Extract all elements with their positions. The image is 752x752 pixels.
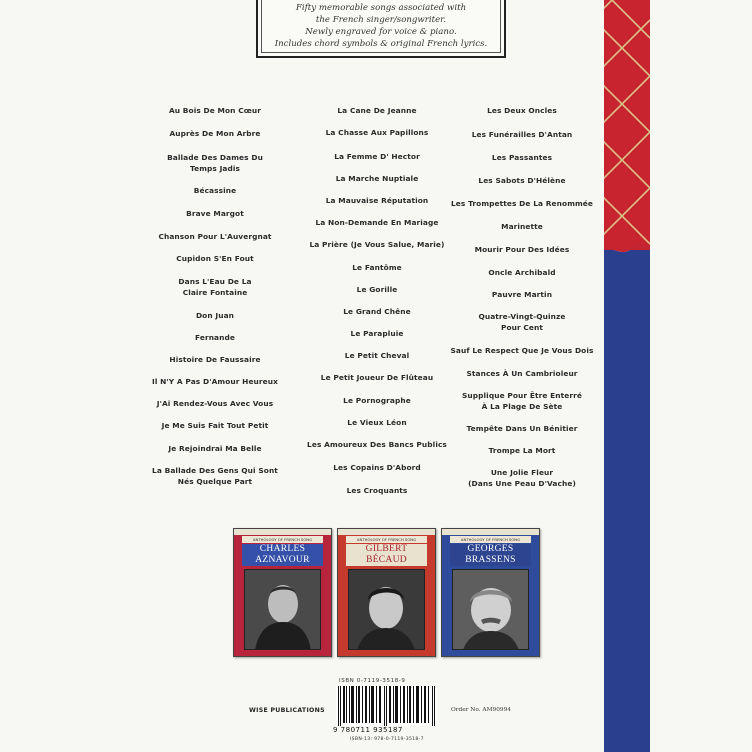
book-cover-aznavour xyxy=(233,528,332,657)
decorative-side-stripe xyxy=(604,0,650,752)
series-label: ANTHOLOGY OF FRENCH SONG xyxy=(346,536,427,543)
song-title: Cupidon S'En Fout xyxy=(176,254,254,263)
song-title: Stances À Un Cambrioleur xyxy=(466,369,578,378)
blurb-line-4: Includes chord symbols & original French lyrics. xyxy=(274,39,488,49)
song-title: La Ballade Des Gens Qui Sont xyxy=(152,466,278,475)
artist-name xyxy=(346,544,427,566)
stripe-graphic xyxy=(604,0,650,752)
isbn-13-label: ISBN-13: 978-0-7119-3518-7 xyxy=(350,737,424,742)
song-title: Une Jolie Fleur xyxy=(490,468,554,477)
song-title: La Chasse Aux Papillons xyxy=(325,128,429,137)
song-title: Il N'Y A Pas D'Amour Heureux xyxy=(151,377,279,386)
song-title: La Femme D' Hector xyxy=(334,152,420,161)
song-title: Tempête Dans Un Bénitier xyxy=(466,424,578,433)
song-title: La Mauvaise Réputation xyxy=(325,196,429,205)
song-title: Les Trompettes De La Renommée xyxy=(450,199,594,208)
song-title: Dans L'Eau De La xyxy=(178,277,252,286)
song-title-continued: (Dans Une Peau D'Vache) xyxy=(468,479,576,488)
song-title-continued: À La Plage De Sète xyxy=(481,402,563,411)
song-title: Histoire De Faussaire xyxy=(169,355,261,364)
publisher-name: WISE PUBLICATIONS xyxy=(249,707,325,714)
description-text xyxy=(258,2,504,50)
artist-name xyxy=(450,544,531,566)
song-title: Les Croquants xyxy=(346,486,408,495)
artist-photo xyxy=(244,569,321,650)
song-title: La Prière (Je Vous Salue, Marie) xyxy=(309,240,445,249)
song-title: Le Grand Chêne xyxy=(343,307,411,316)
portrait-graphic xyxy=(349,570,424,650)
song-title: Le Pornographe xyxy=(343,396,411,405)
artist-name xyxy=(242,544,323,566)
artist-first-name: GEORGES xyxy=(467,544,514,554)
song-title-continued: Nés Quelque Part xyxy=(177,477,253,486)
blurb-line-2: the French singer/songwriter. xyxy=(315,15,447,25)
portrait-graphic xyxy=(453,570,528,650)
song-title-continued: Claire Fontaine xyxy=(182,288,248,297)
song-title: Auprès De Mon Arbre xyxy=(169,129,261,138)
blurb-line-3: Newly engraved for voice & piano. xyxy=(305,27,457,37)
song-title: Les Copains D'Abord xyxy=(333,463,421,472)
song-title: Quatre-Vingt-Quinze xyxy=(478,312,566,321)
song-title: J'Ai Rendez-Vous Avec Vous xyxy=(156,399,274,408)
barcode-digits: 9 780711 935187 xyxy=(333,726,403,734)
song-title: Pauvre Martin xyxy=(491,290,553,299)
series-label: ANTHOLOGY OF FRENCH SONG xyxy=(242,536,323,543)
song-title: Les Sabots D'Hélène xyxy=(478,176,566,185)
barcode xyxy=(336,686,437,726)
song-title: Supplique Pour Être Enterré xyxy=(461,391,582,400)
song-title: La Cane De Jeanne xyxy=(337,106,417,115)
order-number: Order No. AM90994 xyxy=(451,707,511,713)
song-title: Les Deux Oncles xyxy=(487,106,557,115)
song-title: Mourir Pour Des Idées xyxy=(474,245,570,254)
song-title: Fernande xyxy=(194,333,236,342)
portrait-graphic xyxy=(245,570,320,650)
artist-last-name: BRASSENS xyxy=(465,554,516,565)
series-label: ANTHOLOGY OF FRENCH SONG xyxy=(450,536,531,543)
song-title: Le Petit Cheval xyxy=(344,351,410,360)
artist-last-name: BÉCAUD xyxy=(366,554,407,565)
book-cover-becaud xyxy=(337,528,436,657)
song-title: Marinette xyxy=(501,222,543,231)
song-title: Au Bois De Mon Cœur xyxy=(168,106,262,115)
song-title: La Marche Nuptiale xyxy=(335,174,419,183)
song-title-continued: Temps Jadis xyxy=(189,164,241,173)
artist-last-name: AZNAVOUR xyxy=(255,554,310,565)
isbn-label: ISBN 0-7119-3518-9 xyxy=(339,678,406,684)
song-title: Don Juan xyxy=(195,311,235,320)
song-title: La Non-Demande En Mariage xyxy=(315,218,439,227)
song-title: Le Vieux Léon xyxy=(347,418,407,427)
song-title: Trompe La Mort xyxy=(488,446,556,455)
description-box xyxy=(256,0,506,58)
artist-first-name: CHARLES xyxy=(259,544,306,554)
book-cover-brassens xyxy=(441,528,540,657)
song-title: Sauf Le Respect Que Je Vous Dois xyxy=(450,346,594,355)
song-title: Le Petit Joueur De Flûteau xyxy=(320,373,434,382)
artist-photo xyxy=(348,569,425,650)
song-title: Je Rejoindrai Ma Belle xyxy=(168,444,262,453)
song-title: Les Funérailles D'Antan xyxy=(471,130,573,139)
song-title: Le Gorille xyxy=(356,285,398,294)
song-title: Le Fantôme xyxy=(352,263,402,272)
song-title-continued: Pour Cent xyxy=(500,323,544,332)
song-title: Bécassine xyxy=(193,186,237,195)
song-title: Je Me Suis Fait Tout Petit xyxy=(161,421,269,430)
cover-top-band xyxy=(338,529,435,535)
song-title: Chanson Pour L'Auvergnat xyxy=(158,232,272,241)
song-title: Les Passantes xyxy=(491,153,553,162)
artist-first-name: GILBERT xyxy=(365,544,408,554)
cover-top-band xyxy=(234,529,331,535)
artist-photo xyxy=(452,569,529,650)
blurb-line-1: Fifty memorable songs associated with xyxy=(295,3,467,13)
song-title: Ballade Des Dames Du xyxy=(167,153,263,162)
song-title: Le Parapluie xyxy=(350,329,404,338)
song-title: Les Amoureux Des Bancs Publics xyxy=(307,440,447,449)
song-title: Oncle Archibald xyxy=(488,268,556,277)
song-title: Brave Margot xyxy=(186,209,244,218)
cover-top-band xyxy=(442,529,539,535)
